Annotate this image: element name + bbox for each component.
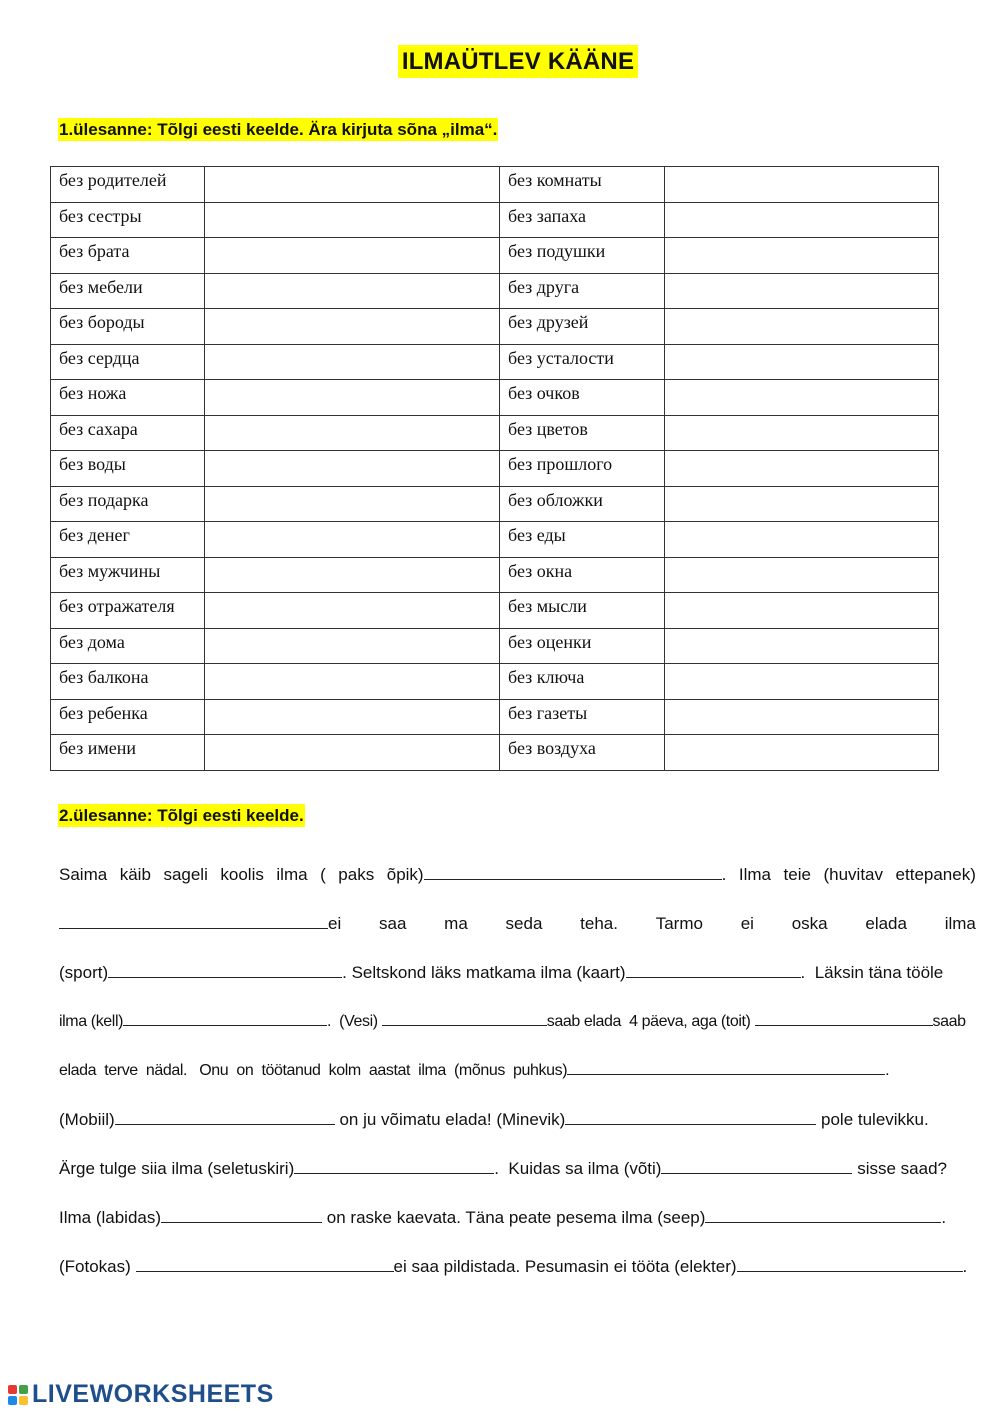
liveworksheets-logo[interactable] bbox=[8, 1380, 274, 1409]
answer-blank[interactable] bbox=[108, 959, 342, 978]
table-row bbox=[51, 486, 939, 522]
table-row bbox=[51, 664, 939, 700]
text-segment: . (Vesi) bbox=[327, 1013, 382, 1030]
logo-block bbox=[19, 1385, 28, 1394]
text-segment: on raske kaevata. Täna peate pesema ilma (seep) bbox=[322, 1208, 706, 1227]
text-segment: (Fotokas) bbox=[59, 1257, 136, 1276]
worksheet-title bbox=[0, 48, 1000, 76]
text-segment: . Läksin täna tööle bbox=[800, 963, 944, 982]
task2-heading bbox=[58, 806, 305, 826]
paragraph-line-4 bbox=[59, 1007, 976, 1037]
task1-heading bbox=[58, 120, 498, 140]
answer-cell[interactable] bbox=[664, 415, 939, 451]
word: Tarmo bbox=[655, 914, 703, 933]
text-segment: (Mobiil) bbox=[59, 1110, 115, 1129]
answer-cell[interactable] bbox=[205, 451, 500, 487]
word: oska bbox=[791, 914, 828, 933]
answer-cell[interactable] bbox=[664, 380, 939, 416]
russian-word-cell: без ребенка bbox=[51, 699, 205, 735]
word: Saima bbox=[59, 865, 108, 884]
russian-word-cell: без имени bbox=[51, 735, 205, 771]
text-segment: . bbox=[941, 1208, 947, 1227]
russian-word-cell: без сахара bbox=[51, 415, 205, 451]
paragraph-line-7 bbox=[59, 1154, 976, 1184]
vocabulary-table bbox=[50, 166, 939, 771]
russian-word-cell: без отражателя bbox=[51, 593, 205, 629]
text-segment: Ilma (labidas) bbox=[59, 1208, 162, 1227]
paragraph-line-5 bbox=[59, 1056, 976, 1086]
word: . bbox=[721, 865, 727, 884]
answer-cell[interactable] bbox=[664, 593, 939, 629]
word: Ilma bbox=[738, 865, 771, 884]
text-segment: Ärge tulge siia ilma (seletuskiri) bbox=[59, 1159, 295, 1178]
russian-word-cell: без брата bbox=[51, 238, 205, 274]
russian-word-cell: без очков bbox=[500, 380, 664, 416]
answer-cell[interactable] bbox=[205, 238, 500, 274]
word: seda bbox=[505, 914, 543, 933]
answer-cell[interactable] bbox=[664, 344, 939, 380]
answer-blank[interactable] bbox=[123, 1007, 327, 1026]
word: paks bbox=[338, 865, 375, 884]
russian-word-cell: без сестры bbox=[51, 202, 205, 238]
text-segment: . Kuidas sa ilma (võti) bbox=[494, 1159, 662, 1178]
answer-cell[interactable] bbox=[205, 664, 500, 700]
answer-cell[interactable] bbox=[205, 522, 500, 558]
logo-block bbox=[8, 1396, 17, 1405]
answer-cell[interactable] bbox=[664, 628, 939, 664]
answer-blank[interactable] bbox=[626, 959, 801, 978]
answer-cell[interactable] bbox=[205, 557, 500, 593]
answer-blank[interactable] bbox=[59, 910, 328, 929]
russian-word-cell: без прошлого bbox=[500, 451, 664, 487]
word: käib bbox=[119, 865, 151, 884]
text-segment: ei saa pildistada. Pesumasin ei tööta (elekter) bbox=[393, 1257, 737, 1276]
table-row bbox=[51, 273, 939, 309]
title-text: ILMAÜTLEV KÄÄNE bbox=[398, 45, 638, 78]
answer-blank[interactable] bbox=[755, 1007, 933, 1026]
answer-cell[interactable] bbox=[205, 486, 500, 522]
paragraph-line-1 bbox=[59, 860, 976, 890]
answer-cell[interactable] bbox=[205, 273, 500, 309]
answer-blank[interactable] bbox=[705, 1204, 941, 1223]
russian-word-cell: без мужчины bbox=[51, 557, 205, 593]
russian-word-cell: без усталости bbox=[500, 344, 664, 380]
russian-word-cell: без мебели bbox=[51, 273, 205, 309]
russian-word-cell: без друга bbox=[500, 273, 664, 309]
russian-word-cell: без ножа bbox=[51, 380, 205, 416]
answer-cell[interactable] bbox=[205, 309, 500, 345]
answer-blank[interactable] bbox=[737, 1253, 963, 1272]
word: ( bbox=[320, 865, 326, 884]
word: ilma bbox=[276, 865, 308, 884]
table-row bbox=[51, 451, 939, 487]
paragraph-line-3 bbox=[59, 958, 976, 988]
word: ettepanek) bbox=[895, 865, 976, 884]
table-row bbox=[51, 415, 939, 451]
russian-word-cell: без воды bbox=[51, 451, 205, 487]
answer-blank[interactable] bbox=[136, 1253, 394, 1272]
word: ei bbox=[328, 914, 342, 933]
answer-cell[interactable] bbox=[664, 557, 939, 593]
answer-cell[interactable] bbox=[664, 309, 939, 345]
russian-word-cell: без денег bbox=[51, 522, 205, 558]
answer-blank[interactable] bbox=[661, 1155, 852, 1174]
answer-blank[interactable] bbox=[567, 1056, 885, 1075]
logo-text: LIVEWORKSHEETS bbox=[32, 1380, 274, 1408]
answer-cell[interactable] bbox=[664, 486, 939, 522]
word: teie bbox=[783, 865, 811, 884]
paragraph-line-9 bbox=[59, 1252, 976, 1282]
answer-cell[interactable] bbox=[664, 451, 939, 487]
russian-word-cell: без балкона bbox=[51, 664, 205, 700]
text-segment: pole tulevikku. bbox=[816, 1110, 929, 1129]
russian-word-cell: без запаха bbox=[500, 202, 664, 238]
answer-blank[interactable] bbox=[161, 1204, 322, 1223]
word: elada bbox=[865, 914, 907, 933]
russian-word-cell: без ключа bbox=[500, 664, 664, 700]
word: ilma bbox=[944, 914, 976, 933]
russian-word-cell: без обложки bbox=[500, 486, 664, 522]
russian-word-cell: без газеты bbox=[500, 699, 664, 735]
task2-heading-text: 2.ülesanne: Tõlgi eesti keelde. bbox=[59, 806, 304, 825]
russian-word-cell: без подушки bbox=[500, 238, 664, 274]
answer-cell[interactable] bbox=[664, 167, 939, 203]
answer-cell[interactable] bbox=[664, 238, 939, 274]
answer-cell[interactable] bbox=[664, 735, 939, 771]
table-row bbox=[51, 167, 939, 203]
table-row bbox=[51, 309, 939, 345]
russian-word-cell: без бороды bbox=[51, 309, 205, 345]
answer-cell[interactable] bbox=[205, 344, 500, 380]
table-row bbox=[51, 344, 939, 380]
answer-cell[interactable] bbox=[205, 699, 500, 735]
russian-word-cell: без мысли bbox=[500, 593, 664, 629]
word: ma bbox=[444, 914, 468, 933]
table-row bbox=[51, 202, 939, 238]
table-row bbox=[51, 557, 939, 593]
answer-cell[interactable] bbox=[205, 628, 500, 664]
table-row bbox=[51, 593, 939, 629]
answer-cell[interactable] bbox=[664, 202, 939, 238]
russian-word-cell: без друзей bbox=[500, 309, 664, 345]
word: õpik) bbox=[386, 865, 424, 884]
word: teha. bbox=[580, 914, 618, 933]
russian-word-cell: без еды bbox=[500, 522, 664, 558]
table-row bbox=[51, 238, 939, 274]
russian-word-cell: без родителей bbox=[51, 167, 205, 203]
text-segment: . Seltskond läks matkama ilma (kaart) bbox=[342, 963, 626, 982]
text-segment: on ju võimatu elada! (Minevik) bbox=[334, 1110, 566, 1129]
answer-blank[interactable] bbox=[565, 1106, 816, 1125]
answer-cell[interactable] bbox=[664, 273, 939, 309]
task1-heading-text: 1.ülesanne: Tõlgi eesti keelde. Ära kirjuta sõna „ilma“. bbox=[59, 120, 498, 139]
answer-cell[interactable] bbox=[205, 167, 500, 203]
russian-word-cell: без сердца bbox=[51, 344, 205, 380]
text-segment: elada terve nädal. Onu on töötanud kolm aastat ilma (mõnus puhkus) bbox=[59, 1062, 568, 1079]
answer-cell[interactable] bbox=[664, 699, 939, 735]
text-segment: sisse saad? bbox=[852, 1159, 947, 1178]
russian-word-cell: без окна bbox=[500, 557, 664, 593]
text-segment: saab bbox=[932, 1013, 966, 1030]
word: koolis bbox=[220, 865, 264, 884]
table-row bbox=[51, 522, 939, 558]
text-segment: (sport) bbox=[59, 963, 109, 982]
answer-blank[interactable] bbox=[424, 861, 722, 880]
text-segment: ilma (kell) bbox=[59, 1013, 124, 1030]
russian-word-cell: без воздуха bbox=[500, 735, 664, 771]
paragraph-line-8 bbox=[59, 1203, 976, 1233]
answer-blank[interactable] bbox=[294, 1155, 494, 1174]
russian-word-cell: без подарка bbox=[51, 486, 205, 522]
answer-blank[interactable] bbox=[115, 1106, 335, 1125]
answer-blank[interactable] bbox=[382, 1007, 547, 1026]
table-row bbox=[51, 699, 939, 735]
logo-block bbox=[19, 1396, 28, 1405]
text-segment: saab elada 4 päeva, aga (toit) bbox=[546, 1013, 755, 1030]
answer-cell[interactable] bbox=[205, 415, 500, 451]
table-row bbox=[51, 735, 939, 771]
table-row bbox=[51, 628, 939, 664]
russian-word-cell: без цветов bbox=[500, 415, 664, 451]
answer-cell[interactable] bbox=[205, 593, 500, 629]
word: (huvitav bbox=[823, 865, 884, 884]
russian-word-cell: без комнаты bbox=[500, 167, 664, 203]
answer-cell[interactable] bbox=[205, 380, 500, 416]
answer-cell[interactable] bbox=[205, 202, 500, 238]
word: sageli bbox=[163, 865, 208, 884]
russian-word-cell: без дома bbox=[51, 628, 205, 664]
logo-block bbox=[8, 1385, 17, 1394]
text-segment: . bbox=[962, 1257, 968, 1276]
answer-cell[interactable] bbox=[664, 522, 939, 558]
answer-cell[interactable] bbox=[205, 735, 500, 771]
table-row bbox=[51, 380, 939, 416]
word: saa bbox=[378, 914, 407, 933]
paragraph-line-6 bbox=[59, 1105, 976, 1135]
russian-word-cell: без оценки bbox=[500, 628, 664, 664]
answer-cell[interactable] bbox=[664, 664, 939, 700]
word: ei bbox=[740, 914, 754, 933]
logo-blocks-icon bbox=[8, 1385, 28, 1405]
paragraph-line-2 bbox=[59, 909, 976, 939]
text-segment: . bbox=[885, 1062, 890, 1079]
